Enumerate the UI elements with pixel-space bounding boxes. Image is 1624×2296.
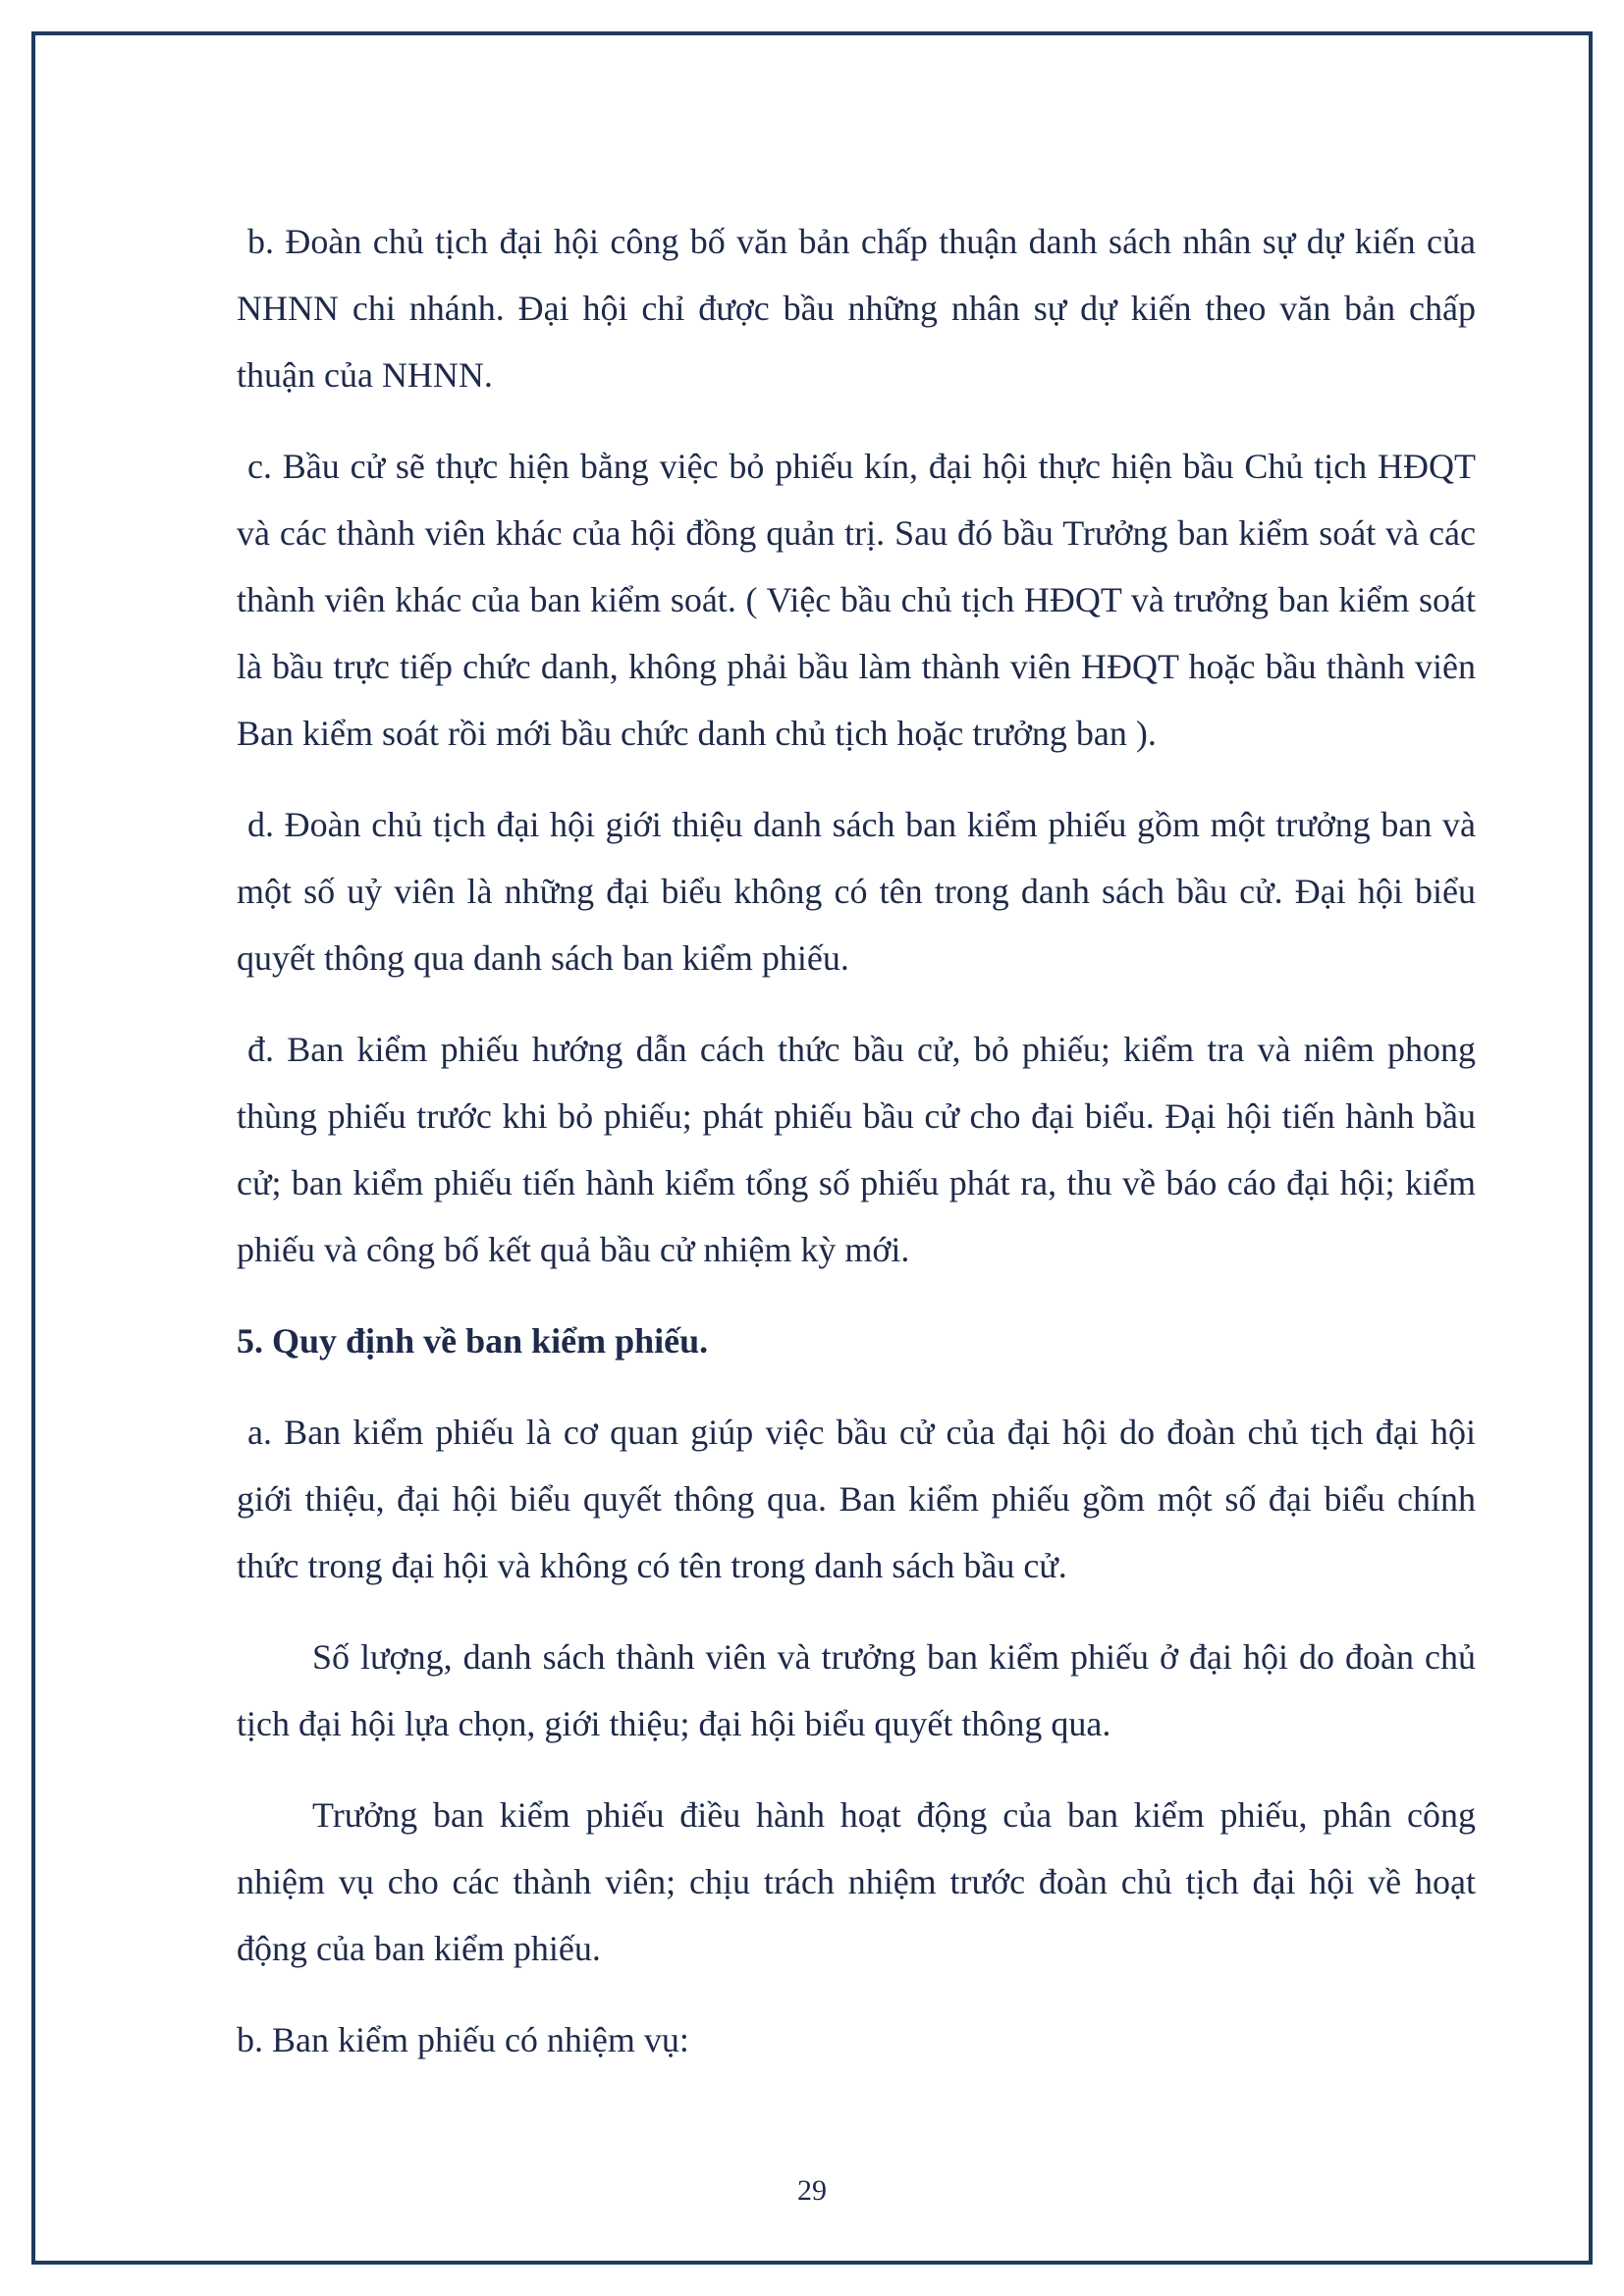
paragraph-d-counting-committee-list: d. Đoàn chủ tịch đại hội giới thiệu danh sách ban kiểm phiếu gồm một trưởng ban và một số uỷ viên là những đại biểu không có tên trong danh sách bầu cử. Đại hội biểu quyết thông qua danh sách ban kiểm phiếu. xyxy=(237,805,1476,978)
paragraph-b-announcement: b. Đoàn chủ tịch đại hội công bố văn bản chấp thuận danh sách nhân sự dự kiến của NHNN chi nhánh. Đại hội chỉ được bầu những nhân sự dự kiến theo văn bản chấp thuận của NHNN. xyxy=(237,222,1476,395)
paragraph-a-counting-committee: a. Ban kiểm phiếu là cơ quan giúp việc bầu cử của đại hội do đoàn chủ tịch đại hội giới thiệu, đại hội biểu quyết thông qua. Ban kiểm phiếu gồm một số đại biểu chính thức trong đại hội và không có tên trong danh sách bầu cử. xyxy=(237,1413,1476,1585)
paragraph-committee-head: Trưởng ban kiểm phiếu điều hành hoạt động của ban kiểm phiếu, phân công nhiệm vụ cho các thành viên; chịu trách nhiệm trước đoàn chủ tịch đại hội về hoạt động của ban kiểm phiếu. xyxy=(237,1795,1476,1968)
document-body xyxy=(237,208,1476,2098)
section-heading-5: 5. Quy định về ban kiểm phiếu. xyxy=(237,1321,709,1361)
page-number: 29 xyxy=(797,2174,827,2207)
paragraph-b-duties: b. Ban kiểm phiếu có nhiệm vụ: xyxy=(237,2020,689,2059)
paragraph-committee-size: Số lượng, danh sách thành viên và trưởng ban kiểm phiếu ở đại hội do đoàn chủ tịch đại hội lựa chọn, giới thiệu; đại hội biểu quyết thông qua. xyxy=(237,1637,1476,1743)
paragraph-dd-voting-procedure: đ. Ban kiểm phiếu hướng dẫn cách thức bầu cử, bỏ phiếu; kiểm tra và niêm phong thùng phiếu trước khi bỏ phiếu; phát phiếu bầu cử cho đại biểu. Đại hội tiến hành bầu cử; ban kiểm phiếu tiến hành kiểm tổng số phiếu phát ra, thu về báo cáo đại hội; kiểm phiếu và công bố kết quả bầu cử nhiệm kỳ mới. xyxy=(237,1030,1476,1269)
paragraph-c-secret-ballot: c. Bầu cử sẽ thực hiện bằng việc bỏ phiếu kín, đại hội thực hiện bầu Chủ tịch HĐQT và các thành viên khác của hội đồng quản trị. Sau đó bầu Trưởng ban kiểm soát và các thành viên khác của ban kiểm soát. ( Việc bầu chủ tịch HĐQT và trưởng ban kiểm soát là bầu trực tiếp chức danh, không phải bầu làm thành viên HĐQT hoặc bầu thành viên Ban kiểm soát rồi mới bầu chức danh chủ tịch hoặc trưởng ban ). xyxy=(237,447,1476,753)
